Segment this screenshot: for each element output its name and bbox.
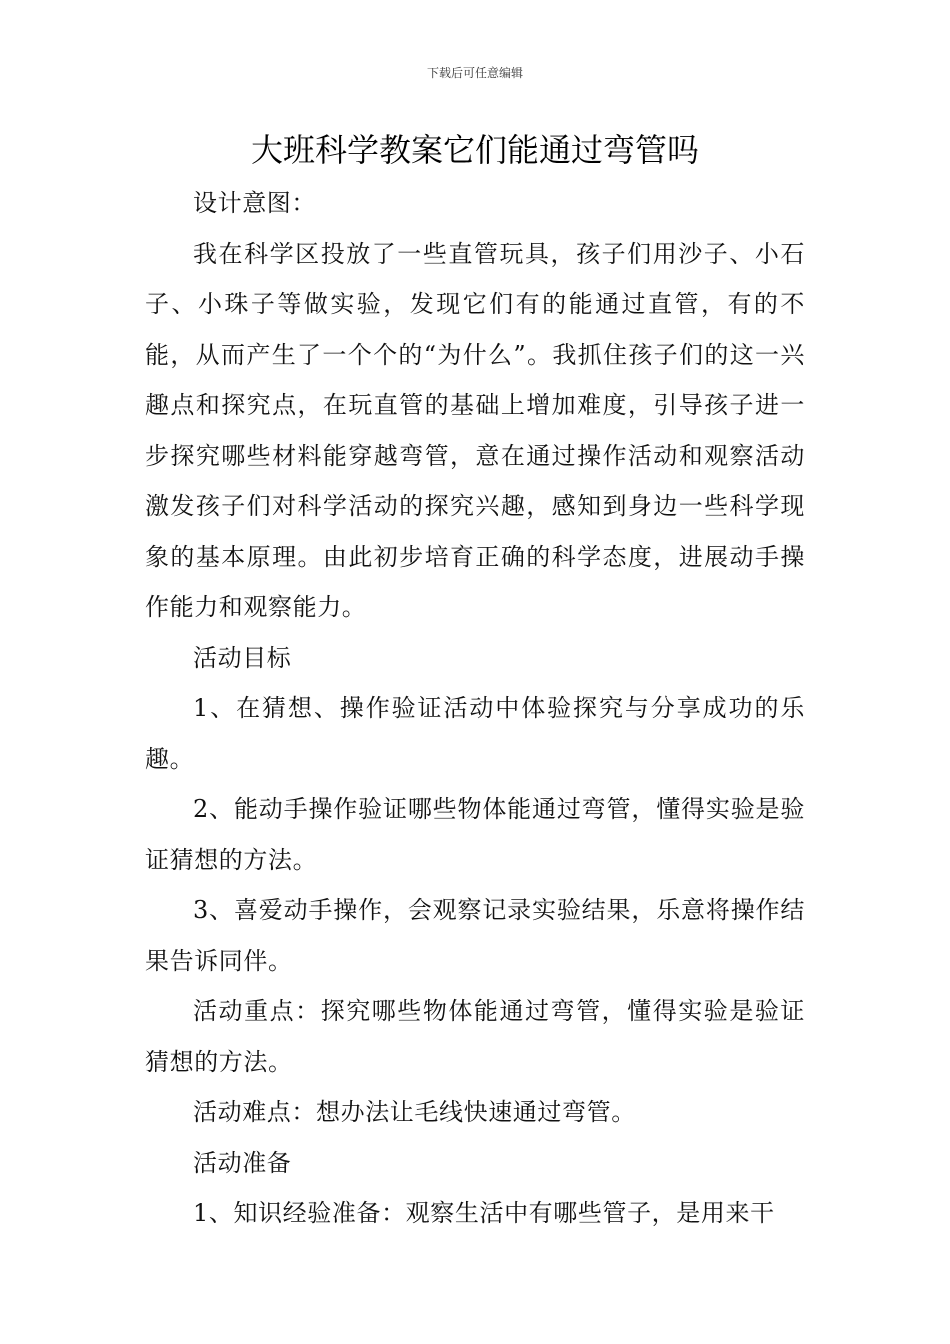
paragraph-activity-goals-heading: 活动目标 [193,643,292,672]
paragraph-key-point: 活动重点：探究哪些物体能通过弯管，懂得实验是验证猜想的方法。 [145,997,805,1076]
paragraph-design-intent-text: 我在科学区投放了一些直管玩具，孩子们用沙子、小石子、小珠子等做实验，发现它们有的能通过直管，有的不能，从而产生了一个个的“为什么”。我抓住孩子们的这一兴趣点和探究点，在玩直管的基础上增加难度，引导孩子进一步探究哪些材料能穿越弯管，意在通过操作活动和观察活动激发孩子们对科学活动的探究兴趣，感知到身边一些科学现象的基本原理。由此初步培育正确的科学态度，进展动手操作能力和观察能力。 [145,239,805,621]
paragraph-goal-1: 1、在猜想、操作验证活动中体验探究与分享成功的乐趣。 [145,694,805,773]
paragraph-preparation-heading: 活动准备 [193,1148,292,1177]
paragraph-design-intent-heading: 设计意图： [193,189,316,217]
paragraph-preparation-1: 1、知识经验准备：观察生活中有哪些管子，是用来干 [193,1199,775,1227]
paragraph-goal-3: 3、喜爱动手操作，会观察记录实验结果，乐意将操作结果告诉同伴。 [145,896,805,975]
page-header-note: 下载后可任意编辑 [426,66,523,80]
paragraph-difficulty: 活动难点：想办法让毛线快速通过弯管。 [193,1098,636,1126]
document-body [145,178,805,1239]
paragraph-goal-2: 2、能动手操作验证哪些物体能通过弯管，懂得实验是验证猜想的方法。 [145,795,805,874]
document-title: 大班科学教案它们能通过弯管吗 [250,131,699,169]
